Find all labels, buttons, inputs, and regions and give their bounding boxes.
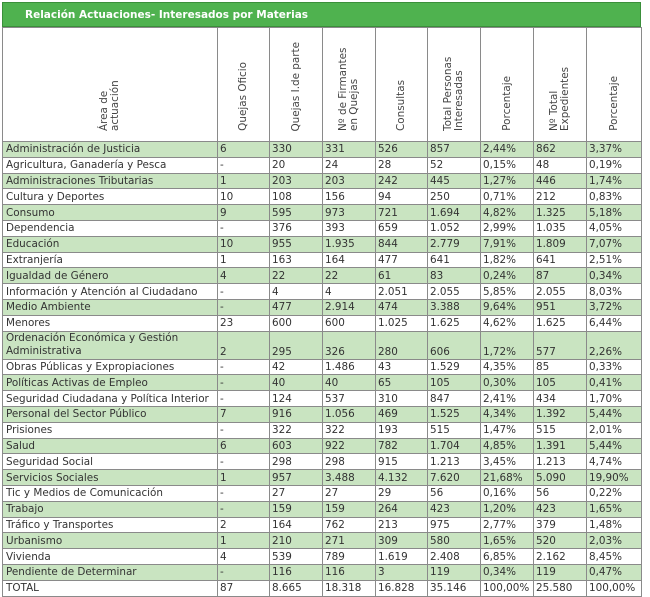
data-table [2, 27, 642, 597]
cell-porcentaje-expedientes: 4,05% [587, 220, 642, 236]
cell-consultas: 193 [376, 422, 428, 438]
cell-consultas: 721 [376, 205, 428, 221]
cell-total-expedientes: 85 [534, 359, 587, 375]
header-total-expedientes: Nº Total Expedientes [534, 28, 587, 142]
total-row [3, 580, 642, 596]
cell-total-personas: 857 [428, 142, 481, 158]
cell-porcentaje-expedientes: 3,37% [587, 142, 642, 158]
table-row [3, 391, 642, 407]
cell-total-expedientes: 1.809 [534, 236, 587, 252]
cell-total-personas: 83 [428, 268, 481, 284]
cell-total-personas: 3.388 [428, 299, 481, 315]
cell-porcentaje-expedientes: 19,90% [587, 470, 642, 486]
cell-porcentaje-expedientes: 1,48% [587, 517, 642, 533]
cell-firmantes: 203 [323, 173, 376, 189]
cell-area: Urbanismo [3, 533, 218, 549]
cell-total-personas: 580 [428, 533, 481, 549]
cell-total-expedientes: 105 [534, 375, 587, 391]
cell-area: Información y Atención al Ciudadano [3, 284, 218, 300]
cell-total-personas: 1.625 [428, 315, 481, 331]
total-cell-firmantes: 18.318 [323, 580, 376, 596]
cell-total-personas: 606 [428, 331, 481, 359]
cell-total-expedientes: 379 [534, 517, 587, 533]
cell-consultas: 309 [376, 533, 428, 549]
cell-quejas-oficio: - [218, 284, 270, 300]
cell-consultas: 4.132 [376, 470, 428, 486]
cell-firmantes: 762 [323, 517, 376, 533]
cell-firmantes: 22 [323, 268, 376, 284]
table-row [3, 375, 642, 391]
cell-consultas: 61 [376, 268, 428, 284]
cell-total-personas: 445 [428, 173, 481, 189]
cell-porcentaje-personas: 4,82% [481, 205, 534, 221]
cell-consultas: 94 [376, 189, 428, 205]
table-body [3, 142, 642, 597]
cell-quejas-parte: 330 [270, 142, 323, 158]
cell-porcentaje-expedientes: 0,19% [587, 157, 642, 173]
cell-porcentaje-personas: 1,82% [481, 252, 534, 268]
cell-porcentaje-expedientes: 6,44% [587, 315, 642, 331]
cell-total-expedientes: 1.392 [534, 406, 587, 422]
cell-porcentaje-personas: 9,64% [481, 299, 534, 315]
cell-total-personas: 641 [428, 252, 481, 268]
total-cell-total-personas: 35.146 [428, 580, 481, 596]
cell-quejas-parte: 4 [270, 284, 323, 300]
cell-quejas-parte: 376 [270, 220, 323, 236]
cell-porcentaje-expedientes: 0,41% [587, 375, 642, 391]
cell-quejas-parte: 298 [270, 454, 323, 470]
cell-total-expedientes: 951 [534, 299, 587, 315]
cell-quejas-oficio: 10 [218, 189, 270, 205]
cell-quejas-oficio: - [218, 299, 270, 315]
cell-total-personas: 250 [428, 189, 481, 205]
cell-porcentaje-expedientes: 0,33% [587, 359, 642, 375]
cell-consultas: 43 [376, 359, 428, 375]
cell-area: Obras Públicas y Expropiaciones [3, 359, 218, 375]
cell-porcentaje-personas: 1,47% [481, 422, 534, 438]
cell-quejas-oficio: 4 [218, 549, 270, 565]
header-firmantes: Nº de Firmantes en Quejas [323, 28, 376, 142]
cell-porcentaje-personas: 3,45% [481, 454, 534, 470]
cell-firmantes: 537 [323, 391, 376, 407]
table-row [3, 236, 642, 252]
table-row [3, 406, 642, 422]
cell-porcentaje-personas: 4,62% [481, 315, 534, 331]
table-row [3, 501, 642, 517]
cell-firmantes: 600 [323, 315, 376, 331]
cell-total-expedientes: 56 [534, 485, 587, 501]
cell-area: Seguridad Social [3, 454, 218, 470]
cell-total-expedientes: 1.035 [534, 220, 587, 236]
cell-area: Administración de Justicia [3, 142, 218, 158]
cell-firmantes: 2.914 [323, 299, 376, 315]
cell-firmantes: 393 [323, 220, 376, 236]
cell-quejas-parte: 20 [270, 157, 323, 173]
cell-firmantes: 4 [323, 284, 376, 300]
cell-total-expedientes: 520 [534, 533, 587, 549]
table-row [3, 284, 642, 300]
cell-firmantes: 1.935 [323, 236, 376, 252]
cell-firmantes: 40 [323, 375, 376, 391]
cell-consultas: 65 [376, 375, 428, 391]
table-row [3, 299, 642, 315]
cell-total-personas: 2.408 [428, 549, 481, 565]
cell-total-personas: 119 [428, 564, 481, 580]
cell-porcentaje-personas: 0,30% [481, 375, 534, 391]
cell-total-personas: 515 [428, 422, 481, 438]
cell-porcentaje-personas: 2,41% [481, 391, 534, 407]
cell-porcentaje-expedientes: 0,47% [587, 564, 642, 580]
cell-quejas-oficio: 1 [218, 533, 270, 549]
cell-area: Políticas Activas de Empleo [3, 375, 218, 391]
cell-porcentaje-personas: 5,85% [481, 284, 534, 300]
cell-firmantes: 1.486 [323, 359, 376, 375]
cell-porcentaje-personas: 21,68% [481, 470, 534, 486]
cell-total-expedientes: 434 [534, 391, 587, 407]
table-row [3, 315, 642, 331]
cell-consultas: 213 [376, 517, 428, 533]
cell-total-personas: 56 [428, 485, 481, 501]
cell-firmantes: 326 [323, 331, 376, 359]
cell-area: Personal del Sector Público [3, 406, 218, 422]
cell-quejas-parte: 957 [270, 470, 323, 486]
cell-quejas-oficio: 9 [218, 205, 270, 221]
table-row [3, 205, 642, 221]
cell-total-personas: 1.529 [428, 359, 481, 375]
cell-quejas-parte: 159 [270, 501, 323, 517]
cell-quejas-parte: 539 [270, 549, 323, 565]
header-quejas-parte: Quejas I.de parte [270, 28, 323, 142]
cell-porcentaje-expedientes: 2,51% [587, 252, 642, 268]
cell-porcentaje-expedientes: 8,45% [587, 549, 642, 565]
table-row [3, 331, 642, 359]
cell-total-personas: 52 [428, 157, 481, 173]
cell-porcentaje-personas: 2,99% [481, 220, 534, 236]
cell-porcentaje-personas: 1,65% [481, 533, 534, 549]
header-row [3, 28, 642, 142]
cell-consultas: 242 [376, 173, 428, 189]
cell-total-personas: 1.704 [428, 438, 481, 454]
cell-area: Medio Ambiente [3, 299, 218, 315]
cell-total-personas: 1.525 [428, 406, 481, 422]
table-title: Relación Actuaciones- Interesados por Materias [2, 2, 641, 27]
cell-area: Ordenación Económica y Gestión Administrativa [3, 331, 218, 359]
cell-total-personas: 2.055 [428, 284, 481, 300]
cell-consultas: 2.051 [376, 284, 428, 300]
cell-porcentaje-expedientes: 0,22% [587, 485, 642, 501]
cell-quejas-oficio: - [218, 501, 270, 517]
cell-porcentaje-personas: 0,16% [481, 485, 534, 501]
cell-porcentaje-personas: 6,85% [481, 549, 534, 565]
cell-area: Cultura y Deportes [3, 189, 218, 205]
table-row [3, 564, 642, 580]
cell-porcentaje-expedientes: 1,70% [587, 391, 642, 407]
table-row [3, 157, 642, 173]
cell-quejas-parte: 40 [270, 375, 323, 391]
cell-quejas-parte: 163 [270, 252, 323, 268]
table-row [3, 549, 642, 565]
cell-quejas-oficio: 1 [218, 470, 270, 486]
cell-quejas-oficio: 7 [218, 406, 270, 422]
cell-porcentaje-personas: 4,35% [481, 359, 534, 375]
cell-total-expedientes: 641 [534, 252, 587, 268]
cell-quejas-parte: 603 [270, 438, 323, 454]
cell-consultas: 844 [376, 236, 428, 252]
cell-firmantes: 156 [323, 189, 376, 205]
cell-firmantes: 922 [323, 438, 376, 454]
cell-area: Tráfico y Transportes [3, 517, 218, 533]
cell-quejas-parte: 916 [270, 406, 323, 422]
cell-porcentaje-personas: 1,20% [481, 501, 534, 517]
cell-area: Pendiente de Determinar [3, 564, 218, 580]
cell-total-personas: 847 [428, 391, 481, 407]
cell-total-personas: 423 [428, 501, 481, 517]
cell-area: Igualdad de Género [3, 268, 218, 284]
total-cell-quejas-parte: 8.665 [270, 580, 323, 596]
cell-quejas-parte: 164 [270, 517, 323, 533]
cell-area: Agricultura, Ganadería y Pesca [3, 157, 218, 173]
cell-consultas: 264 [376, 501, 428, 517]
cell-total-expedientes: 119 [534, 564, 587, 580]
cell-firmantes: 159 [323, 501, 376, 517]
cell-consultas: 1.025 [376, 315, 428, 331]
header-area: Área de actuación [3, 28, 218, 142]
cell-total-expedientes: 1.325 [534, 205, 587, 221]
table-row [3, 252, 642, 268]
cell-quejas-oficio: 6 [218, 142, 270, 158]
cell-porcentaje-personas: 1,72% [481, 331, 534, 359]
cell-firmantes: 164 [323, 252, 376, 268]
cell-porcentaje-expedientes: 2,03% [587, 533, 642, 549]
cell-area: Salud [3, 438, 218, 454]
cell-quejas-oficio: - [218, 564, 270, 580]
cell-total-expedientes: 1.625 [534, 315, 587, 331]
cell-quejas-parte: 600 [270, 315, 323, 331]
cell-porcentaje-personas: 0,24% [481, 268, 534, 284]
cell-porcentaje-personas: 2,77% [481, 517, 534, 533]
cell-firmantes: 116 [323, 564, 376, 580]
cell-firmantes: 973 [323, 205, 376, 221]
cell-total-expedientes: 1.391 [534, 438, 587, 454]
cell-quejas-oficio: 4 [218, 268, 270, 284]
cell-porcentaje-expedientes: 4,74% [587, 454, 642, 470]
cell-total-expedientes: 48 [534, 157, 587, 173]
table-row [3, 189, 642, 205]
cell-porcentaje-personas: 0,15% [481, 157, 534, 173]
cell-porcentaje-personas: 1,27% [481, 173, 534, 189]
cell-total-personas: 975 [428, 517, 481, 533]
cell-quejas-oficio: 23 [218, 315, 270, 331]
cell-total-expedientes: 423 [534, 501, 587, 517]
cell-quejas-oficio: - [218, 157, 270, 173]
cell-porcentaje-personas: 0,34% [481, 564, 534, 580]
total-cell-porcentaje-personas: 100,00% [481, 580, 534, 596]
cell-firmantes: 1.056 [323, 406, 376, 422]
cell-total-expedientes: 577 [534, 331, 587, 359]
cell-area: Dependencia [3, 220, 218, 236]
cell-consultas: 477 [376, 252, 428, 268]
cell-total-personas: 105 [428, 375, 481, 391]
table-row [3, 422, 642, 438]
cell-consultas: 3 [376, 564, 428, 580]
table-row [3, 533, 642, 549]
cell-total-personas: 1.052 [428, 220, 481, 236]
cell-firmantes: 271 [323, 533, 376, 549]
cell-porcentaje-personas: 4,34% [481, 406, 534, 422]
cell-firmantes: 3.488 [323, 470, 376, 486]
cell-porcentaje-expedientes: 5,44% [587, 406, 642, 422]
cell-quejas-parte: 295 [270, 331, 323, 359]
cell-consultas: 915 [376, 454, 428, 470]
total-cell-consultas: 16.828 [376, 580, 428, 596]
cell-area: Extranjería [3, 252, 218, 268]
cell-consultas: 280 [376, 331, 428, 359]
cell-total-expedientes: 2.055 [534, 284, 587, 300]
cell-consultas: 474 [376, 299, 428, 315]
cell-quejas-oficio: 1 [218, 173, 270, 189]
cell-porcentaje-expedientes: 7,07% [587, 236, 642, 252]
cell-consultas: 469 [376, 406, 428, 422]
cell-firmantes: 789 [323, 549, 376, 565]
cell-firmantes: 24 [323, 157, 376, 173]
cell-total-expedientes: 1.213 [534, 454, 587, 470]
cell-consultas: 28 [376, 157, 428, 173]
total-cell-quejas-oficio: 87 [218, 580, 270, 596]
cell-consultas: 310 [376, 391, 428, 407]
cell-quejas-parte: 210 [270, 533, 323, 549]
cell-quejas-oficio: - [218, 422, 270, 438]
cell-total-personas: 7.620 [428, 470, 481, 486]
table-row [3, 470, 642, 486]
cell-firmantes: 27 [323, 485, 376, 501]
cell-quejas-oficio: - [218, 359, 270, 375]
table-row [3, 485, 642, 501]
cell-quejas-oficio: - [218, 375, 270, 391]
cell-area: Educación [3, 236, 218, 252]
table-row [3, 359, 642, 375]
cell-total-expedientes: 2.162 [534, 549, 587, 565]
cell-quejas-oficio: 10 [218, 236, 270, 252]
cell-porcentaje-personas: 2,44% [481, 142, 534, 158]
cell-total-expedientes: 212 [534, 189, 587, 205]
cell-consultas: 29 [376, 485, 428, 501]
cell-consultas: 782 [376, 438, 428, 454]
cell-quejas-parte: 22 [270, 268, 323, 284]
cell-consultas: 1.619 [376, 549, 428, 565]
cell-quejas-oficio: 1 [218, 252, 270, 268]
table-container [2, 2, 641, 597]
header-porcentaje-personas: Porcentaje [481, 28, 534, 142]
cell-porcentaje-expedientes: 1,74% [587, 173, 642, 189]
cell-quejas-oficio: - [218, 454, 270, 470]
cell-firmantes: 322 [323, 422, 376, 438]
cell-porcentaje-personas: 7,91% [481, 236, 534, 252]
cell-quejas-parte: 477 [270, 299, 323, 315]
cell-total-expedientes: 5.090 [534, 470, 587, 486]
cell-area: Tic y Medios de Comunicación [3, 485, 218, 501]
cell-porcentaje-expedientes: 5,44% [587, 438, 642, 454]
cell-area: Prisiones [3, 422, 218, 438]
cell-total-personas: 1.694 [428, 205, 481, 221]
cell-quejas-parte: 27 [270, 485, 323, 501]
cell-porcentaje-expedientes: 1,65% [587, 501, 642, 517]
header-consultas: Consultas [376, 28, 428, 142]
cell-area: Seguridad Ciudadana y Política Interior [3, 391, 218, 407]
cell-total-personas: 2.779 [428, 236, 481, 252]
cell-quejas-oficio: - [218, 485, 270, 501]
cell-quejas-oficio: - [218, 391, 270, 407]
table-row [3, 142, 642, 158]
cell-porcentaje-expedientes: 3,72% [587, 299, 642, 315]
cell-porcentaje-expedientes: 2,26% [587, 331, 642, 359]
cell-quejas-parte: 322 [270, 422, 323, 438]
table-row [3, 173, 642, 189]
cell-porcentaje-expedientes: 5,18% [587, 205, 642, 221]
cell-area: Trabajo [3, 501, 218, 517]
cell-firmantes: 331 [323, 142, 376, 158]
cell-firmantes: 298 [323, 454, 376, 470]
total-cell-area: TOTAL [3, 580, 218, 596]
cell-total-expedientes: 515 [534, 422, 587, 438]
cell-area: Consumo [3, 205, 218, 221]
cell-quejas-parte: 595 [270, 205, 323, 221]
header-porcentaje-expedientes: Porcentaje [587, 28, 642, 142]
cell-total-personas: 1.213 [428, 454, 481, 470]
cell-quejas-oficio: 2 [218, 331, 270, 359]
cell-area: Vivienda [3, 549, 218, 565]
cell-quejas-oficio: 6 [218, 438, 270, 454]
cell-total-expedientes: 446 [534, 173, 587, 189]
cell-quejas-parte: 42 [270, 359, 323, 375]
cell-porcentaje-expedientes: 2,01% [587, 422, 642, 438]
cell-consultas: 526 [376, 142, 428, 158]
header-total-personas: Total Personas Interesadas [428, 28, 481, 142]
cell-porcentaje-expedientes: 8,03% [587, 284, 642, 300]
cell-quejas-oficio: - [218, 220, 270, 236]
cell-quejas-parte: 124 [270, 391, 323, 407]
cell-area: Servicios Sociales [3, 470, 218, 486]
header-quejas-oficio: Quejas Oficio [218, 28, 270, 142]
cell-porcentaje-expedientes: 0,83% [587, 189, 642, 205]
cell-consultas: 659 [376, 220, 428, 236]
cell-porcentaje-personas: 0,71% [481, 189, 534, 205]
cell-quejas-parte: 116 [270, 564, 323, 580]
cell-area: Menores [3, 315, 218, 331]
cell-quejas-parte: 203 [270, 173, 323, 189]
cell-porcentaje-expedientes: 0,34% [587, 268, 642, 284]
total-cell-porcentaje-expedientes: 100,00% [587, 580, 642, 596]
cell-quejas-oficio: 2 [218, 517, 270, 533]
cell-total-expedientes: 87 [534, 268, 587, 284]
table-row [3, 454, 642, 470]
cell-area: Administraciones Tributarias [3, 173, 218, 189]
cell-total-expedientes: 862 [534, 142, 587, 158]
cell-quejas-parte: 955 [270, 236, 323, 252]
total-cell-total-expedientes: 25.580 [534, 580, 587, 596]
table-row [3, 517, 642, 533]
cell-porcentaje-personas: 4,85% [481, 438, 534, 454]
table-row [3, 438, 642, 454]
table-row [3, 268, 642, 284]
table-row [3, 220, 642, 236]
cell-quejas-parte: 108 [270, 189, 323, 205]
